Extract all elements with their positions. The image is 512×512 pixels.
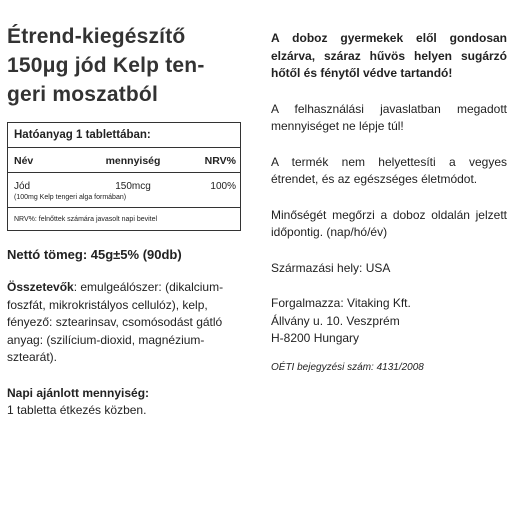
row-note: (100mg Kelp tengeri alga formában) xyxy=(8,192,240,208)
right-column xyxy=(271,30,507,373)
expiry-note: Minőségét megőrzi a doboz oldalán jelzett időpontig. (nap/hó/év) xyxy=(271,207,507,239)
title-line-3: geri moszatból xyxy=(7,83,158,106)
title-line-1: Étrend-kiegészítő xyxy=(7,25,186,48)
distributor-line-1: Forgalmazza: Vitaking Kft. xyxy=(271,296,411,310)
active-ingredient-table xyxy=(7,122,241,231)
column-amount: mennyiség xyxy=(105,155,161,167)
row-amount: 150mcg xyxy=(115,181,151,192)
ingredients xyxy=(7,279,247,367)
row-name: Jód xyxy=(14,181,31,192)
distributor-line-3: H-8200 Hungary xyxy=(271,331,360,345)
title-line-2: 150μg jód Kelp ten- xyxy=(7,54,205,77)
table-column-headers xyxy=(8,148,240,173)
net-weight: Nettó tömeg: 45g±5% (90db) xyxy=(7,247,182,262)
table-row xyxy=(8,173,240,192)
column-name: Név xyxy=(14,155,34,167)
distributor xyxy=(271,295,507,348)
left-column xyxy=(7,22,247,420)
dosage xyxy=(7,385,247,420)
dosage-warning: A felhasználási javaslatban megadott mennyiséget ne lépje túl! xyxy=(271,101,507,133)
substitute-note: A termék nem helyettesíti a vegyes étrendet, és az egészséges életmódot. xyxy=(271,154,507,186)
table-header: Hatóanyag 1 tablettában: xyxy=(8,123,240,148)
dosage-label: Napi ajánlott mennyiség: xyxy=(7,385,150,400)
ingredients-label: Összetevők xyxy=(7,280,74,294)
row-nrv: 100% xyxy=(210,181,236,192)
ingredients-text-2: : sztearinsav, csomósodást gátló anyag: (szilícium-dioxid, magnézium-sztearát). xyxy=(7,315,223,364)
product-title xyxy=(7,22,247,109)
origin: Származási hely: USA xyxy=(271,260,391,275)
ingredients-text: : emulgeálószer: (dikalcium-foszfát, mikrokristályos cellulóz), kelp, fényező xyxy=(7,280,224,329)
distributor-line-2: Állvány u. 10. Veszprém xyxy=(271,313,400,328)
column-nrv: NRV% xyxy=(204,155,236,167)
registration-number: OÉTI bejegyzési szám: 4131/2008 xyxy=(271,361,424,373)
storage-warning: A doboz gyermekek elől gondosan elzárva, száraz hűvös helyen sugárzó hőtől és fénytől védve tartandó! xyxy=(271,31,507,80)
dosage-text: 1 tabletta étkezés közben. xyxy=(7,403,147,417)
table-footnote: NRV%: felnőttek számára javasolt napi bevitel xyxy=(14,216,158,223)
